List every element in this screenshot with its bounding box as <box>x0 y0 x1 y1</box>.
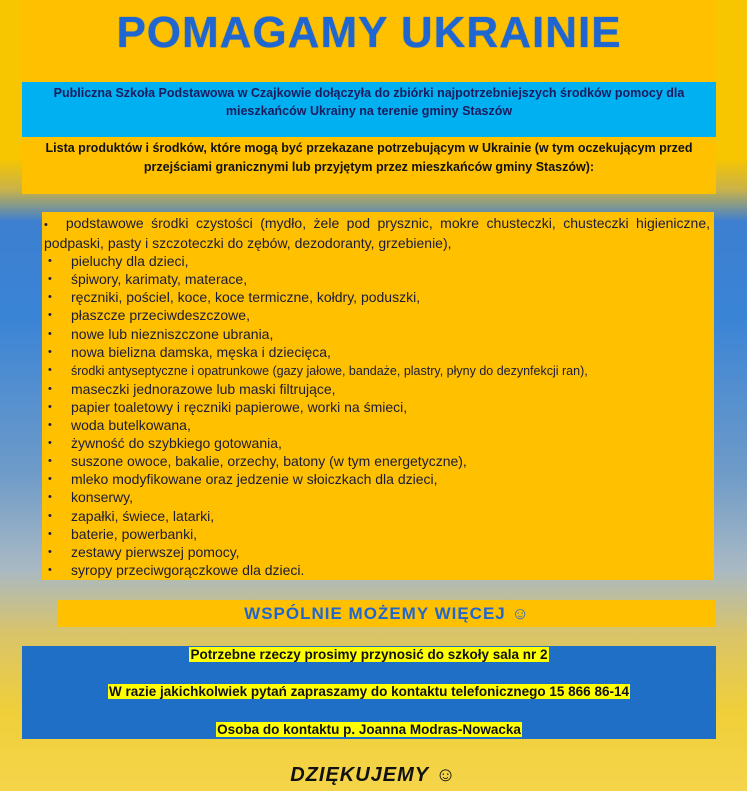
list-item-text: płaszcze przeciwdeszczowe, <box>71 307 250 324</box>
list-item <box>44 343 710 361</box>
list-item <box>44 543 710 561</box>
bullet-icon: • <box>48 455 52 468</box>
list-item-text: baterie, powerbanki, <box>71 525 198 542</box>
bullet-icon: • <box>48 491 52 504</box>
list-item <box>44 361 710 380</box>
bullet-icon: • <box>48 527 52 540</box>
bullet-icon: • <box>48 437 52 450</box>
list-item-text: żywność do szybkiego gotowania, <box>71 435 282 452</box>
bullet-icon: • <box>48 363 52 376</box>
list-item-text: suszone owoce, bakalie, orzechy, batony (w tym energetyczne), <box>71 453 467 470</box>
list-item <box>44 252 710 270</box>
list-item <box>44 270 710 288</box>
list-item-text: śpiwory, karimaty, materace, <box>71 271 248 288</box>
list-item-text: nowa bielizna damska, męska i dziecięca, <box>71 343 331 360</box>
list-item-text: pieluchy dla dzieci, <box>71 253 189 270</box>
list-item <box>44 288 710 306</box>
list-item <box>44 306 710 324</box>
list-item <box>44 488 710 506</box>
contact-line-phone <box>22 684 716 699</box>
list-item <box>44 561 710 579</box>
bullet-icon: • <box>48 291 52 304</box>
products-list-panel <box>42 212 714 580</box>
bullet-icon: • <box>48 255 52 268</box>
list-item-text: środki antyseptyczne i opatrunkowe (gazy jałowe, bandaże, plastry, płyny do dezynfekcji ran), <box>71 363 588 378</box>
list-item-text: syropy przeciwgorączkowe dla dzieci. <box>71 561 305 578</box>
bullet-icon: • <box>48 382 52 395</box>
list-item-text: maseczki jednorazowe lub maski filtrujące, <box>71 380 336 397</box>
slogan-banner <box>58 600 716 627</box>
list-item <box>44 507 710 525</box>
list-item <box>44 325 710 343</box>
products-list <box>42 212 714 579</box>
list-item-text: zapałki, świece, latarki, <box>71 507 215 524</box>
thanks-text: DZIĘKUJEMY ☺ <box>290 764 457 786</box>
bullet-icon: • <box>48 327 52 340</box>
list-item-text: papier toaletowy i ręczniki papierowe, worki na śmieci, <box>71 398 408 415</box>
bullet-icon: • <box>48 419 52 432</box>
list-item <box>44 525 710 543</box>
title-banner <box>22 0 716 82</box>
bullet-icon: • <box>48 345 52 358</box>
page-title: POMAGAMY UKRAINIE <box>116 8 622 57</box>
bullet-icon: • <box>48 563 52 576</box>
contact-line-person <box>22 722 716 737</box>
contact-person-text: Osoba do kontaktu p. Joanna Modras-Nowacka <box>217 722 521 737</box>
contact-panel <box>22 646 716 739</box>
bullet-icon: • <box>48 400 52 413</box>
drop-off-text: Potrzebne rzeczy prosimy przynosić do szkoły sala nr 2 <box>190 647 548 662</box>
bullet-icon: • <box>48 473 52 486</box>
contact-line-drop-off <box>22 647 716 662</box>
bullet-icon: • <box>48 309 52 322</box>
list-item-text: konserwy, <box>71 489 133 506</box>
list-item <box>44 452 710 470</box>
list-item <box>44 470 710 488</box>
list-item-text: mleko modyfikowane oraz jedzenie w słoiczkach dla dzieci, <box>71 471 438 488</box>
intro-text: Publiczna Szkoła Podstawowa w Czajkowie dołączyła do zbiórki najpotrzebniejszych środków pomocy dla mieszkańców Ukrainy na terenie gminy Staszów <box>53 86 685 118</box>
list-item <box>44 214 710 252</box>
bullet-icon: • <box>48 273 52 286</box>
intro-banner <box>22 82 716 137</box>
list-item-text: zestawy pierwszej pomocy, <box>71 543 240 560</box>
list-item <box>44 380 710 398</box>
list-item-text: podstawowe środki czystości (mydło, żele pod prysznic, mokre chusteczki, chusteczki higieniczne, podpaski, pasty i szczoteczki do zębów, dezodoranty, grzebienie), <box>44 215 710 252</box>
bullet-icon: • <box>48 509 52 522</box>
list-item <box>44 434 710 452</box>
list-item <box>44 416 710 434</box>
list-item-text: nowe lub niezniszczone ubrania, <box>71 325 274 342</box>
bullet-icon: • <box>44 219 48 231</box>
list-lead-banner <box>22 137 716 194</box>
list-lead-text: Lista produktów i środków, które mogą być przekazane potrzebującym w Ukrainie (w tym oczekującym przed przejściami granicznymi lub przyjętym przez mieszkańców gminy Staszów): <box>45 141 693 174</box>
list-item <box>44 398 710 416</box>
list-item-text: woda butelkowana, <box>71 417 191 434</box>
slogan-text: WSPÓLNIE MOŻEMY WIĘCEJ ☺ <box>244 604 530 623</box>
list-item-text: ręczniki, pościel, koce, koce termiczne, kołdry, poduszki, <box>71 289 421 306</box>
bullet-icon: • <box>48 545 52 558</box>
phone-text: W razie jakichkolwiek pytań zapraszamy do kontaktu telefonicznego 15 866 86-14 <box>109 684 629 699</box>
